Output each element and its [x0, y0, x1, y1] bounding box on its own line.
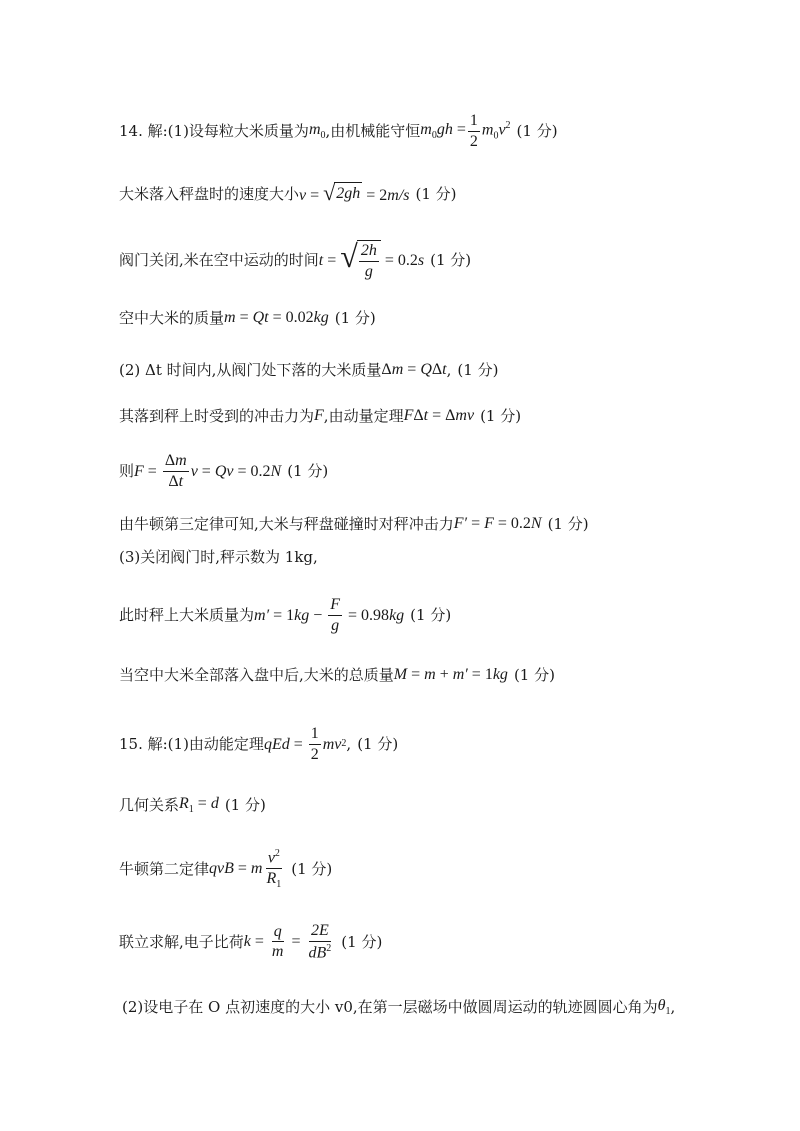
- math-eq: $m_0v^2$: [481, 119, 511, 142]
- points: (1 分): [480, 406, 522, 425]
- points: (1 分): [357, 735, 399, 754]
- solution-15-ratio: [119, 922, 760, 962]
- text: 空中大米的质量: [119, 308, 225, 327]
- solution-14-time: [119, 240, 760, 280]
- solution-15-geometry: [119, 794, 760, 816]
- solution-14-total-mass: [119, 665, 760, 684]
- text: 几何关系: [119, 796, 180, 815]
- points: (1 分): [513, 665, 555, 684]
- math-eq: $\theta_1$: [657, 997, 671, 1018]
- text: (2) Δt 时间内,从阀门处下落的大米质量: [119, 360, 382, 379]
- text: 当空中大米全部落入盘中后,大米的总质量: [119, 665, 394, 684]
- solution-14-scale-mass: [119, 596, 760, 634]
- math-eq: k = $\frac{q}{m}$ = $\frac{2E}{dB^2}$: [243, 922, 332, 961]
- points: (1 分): [415, 184, 457, 203]
- math-eq: F′ = F = 0.2N: [453, 515, 542, 532]
- solution-14-part3: [119, 548, 760, 566]
- math-eq: m′ = 1 kg − $\frac{F}{g}$ = 0.98 kg: [254, 596, 405, 634]
- points: (1 分): [287, 462, 329, 481]
- text: ,由动量定理: [323, 406, 404, 425]
- points: (1 分): [457, 360, 499, 379]
- solution-15-newton2: [119, 848, 760, 890]
- solution-14-speed: [119, 182, 760, 205]
- text: 15. 解:(1)由动能定理: [119, 735, 264, 754]
- math-eq: v = √ 2gh = 2m/s: [299, 180, 410, 205]
- points: (1 分): [547, 514, 589, 533]
- text: 此时秤上大米质量为: [119, 606, 255, 625]
- solution-14-air-mass: [119, 308, 760, 327]
- points: (1 分): [224, 796, 266, 815]
- text: 大米落入秤盘时的速度大小: [119, 184, 300, 203]
- math-eq: qvB = m $\frac{v^2}{R_1}$: [209, 848, 282, 891]
- math-eq: Δm = QΔt: [381, 361, 447, 378]
- solution-15-part2: [122, 996, 760, 1018]
- solution-14-impulse: [119, 406, 760, 425]
- math-eq: $R_1 = d$: [179, 795, 219, 816]
- text: ,: [346, 735, 352, 754]
- math-eq: FΔt = Δmv: [403, 407, 475, 424]
- solution-14-force: [119, 452, 760, 490]
- text: ,由机械能守恒: [325, 122, 421, 141]
- points: (1 分): [410, 606, 452, 625]
- text: ,: [446, 360, 452, 379]
- solution-14-part2: [119, 360, 760, 379]
- points: (1 分): [291, 860, 333, 879]
- text: 14. 解:(1)设每粒大米质量为: [119, 122, 309, 141]
- math-eq: M = m + m′ = 1kg: [393, 666, 508, 683]
- math-eq: qEd = $\frac{1}{2}$ mv 2: [263, 725, 347, 763]
- points: (1 分): [341, 932, 383, 951]
- text: (2)设电子在 O 点初速度的大小 v0,在第一层磁场中做圆周运动的轨迹圆圆心角为: [122, 998, 658, 1017]
- points: (1 分): [334, 308, 376, 327]
- text: 牛顿第二定律: [119, 860, 210, 879]
- text: (3)关闭阀门时,秤示数为 1kg,: [119, 548, 318, 566]
- math-eq: m = Qt = 0.02kg: [224, 309, 329, 326]
- solution-14-newton3: [119, 514, 760, 533]
- text: 其落到秤上时受到的冲击力为: [119, 406, 315, 425]
- solution-15-part1: [119, 725, 760, 763]
- solution-14-part1: [119, 112, 760, 150]
- math-eq: t = √ $\frac{2h}{g}$ = 0.2 s: [318, 238, 425, 280]
- math-eq: F = $\frac{\Delta m}{\Delta t}$ v = Qv = 0.2 N: [134, 452, 282, 490]
- points: (1 分): [516, 122, 558, 141]
- math-eq: $m_0gh$ =: [420, 121, 466, 142]
- math-var: F: [314, 407, 324, 424]
- text: 由牛顿第三定律可知,大米与秤盘碰撞时对秤冲击力: [119, 514, 454, 533]
- math-var: $m_0$: [308, 121, 326, 142]
- text: 阀门关闭,米在空中运动的时间: [119, 251, 319, 270]
- text: 联立求解,电子比荷: [119, 932, 244, 951]
- text: 则: [119, 462, 135, 481]
- fraction: $\frac{1}{2}$: [469, 112, 478, 150]
- points: (1 分): [430, 251, 472, 270]
- text: ,: [670, 998, 676, 1017]
